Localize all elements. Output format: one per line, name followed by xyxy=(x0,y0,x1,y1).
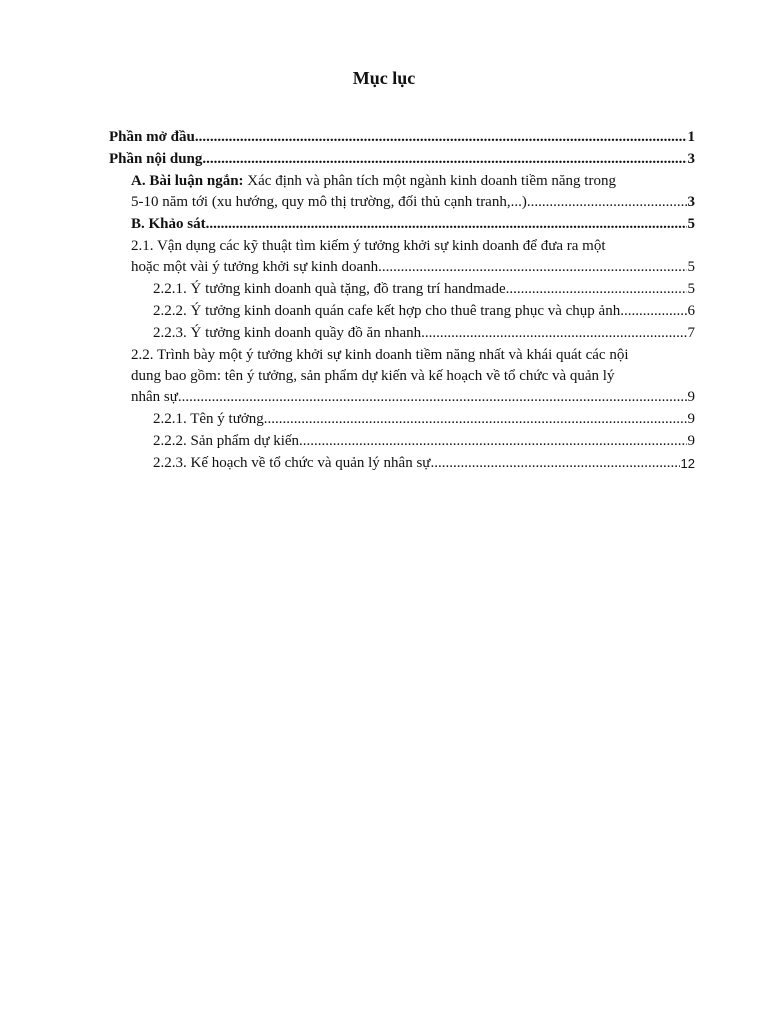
toc-entry-text: Phần mở đầu xyxy=(109,129,195,145)
toc-entry-text: 2.2.3. Ý tưởng kinh doanh quầy đồ ăn nhanh xyxy=(153,325,422,341)
toc-entry-introduction[interactable] xyxy=(109,127,695,148)
toc-entry-text-line3: nhân sự xyxy=(131,389,178,405)
toc-entry-text: 2.2.2. Sản phẩm dự kiến xyxy=(153,433,300,449)
toc-leader-dots xyxy=(506,279,687,300)
toc-page-number: 3 xyxy=(687,151,695,167)
toc-entry-text-line2: 5-10 năm tới (xu hướng, quy mô thị trường, đối thủ cạnh tranh,...) xyxy=(131,194,527,210)
toc-page-number: 12 xyxy=(680,456,695,471)
toc-entry-text: B. Khảo sát xyxy=(131,216,206,232)
toc-page-number: 5 xyxy=(687,259,695,275)
toc-page-number: 9 xyxy=(687,389,695,405)
toc-leader-dots xyxy=(430,453,679,474)
toc-page-number: 7 xyxy=(687,325,695,341)
toc-entry-2-2-1-handmade[interactable] xyxy=(109,279,695,300)
toc-entry-2-2-3-fastfood[interactable] xyxy=(109,323,695,344)
toc-entry-short-essay[interactable] xyxy=(109,171,695,213)
toc-entry-text-line1: 2.2. Trình bày một ý tưởng khởi sự kinh doanh tiềm năng nhất và khái quát các nội xyxy=(131,347,629,363)
toc-entry-text: 2.2.1. Ý tưởng kinh doanh quà tặng, đồ trang trí handmade xyxy=(153,281,506,297)
toc-leader-dots xyxy=(299,431,686,452)
toc-page-number: 1 xyxy=(687,129,695,145)
toc-title: Mục lục xyxy=(352,68,416,88)
toc-leader-dots xyxy=(421,323,686,344)
toc-entry-2-2-2-products[interactable] xyxy=(109,431,695,452)
toc-entry-text-line1: Xác định và phân tích một ngành kinh doanh tiềm năng trong xyxy=(243,173,616,189)
toc-entry-text-line2: hoặc một vài ý tưởng khởi sự kinh doanh xyxy=(131,259,379,275)
toc-entry-2-2-1-idea-name[interactable] xyxy=(109,409,695,430)
toc-entry-text-line1: 2.1. Vận dụng các kỹ thuật tìm kiếm ý tưởng khởi sự kinh doanh để đưa ra một xyxy=(131,238,606,254)
toc-leader-dots xyxy=(378,257,686,278)
toc-leader-dots xyxy=(527,192,687,213)
toc-entry-bold-label: A. Bài luận ngắn: xyxy=(131,173,244,189)
toc-leader-dots xyxy=(195,127,687,148)
toc-entry-text: 2.2.3. Kế hoạch về tổ chức và quản lý nhân sự xyxy=(153,455,431,471)
toc-entry-text: 2.2.1. Tên ý tưởng xyxy=(153,411,264,427)
toc-page-number: 6 xyxy=(687,303,695,319)
toc-page-number: 9 xyxy=(687,433,695,449)
toc-entry-main-content[interactable] xyxy=(109,149,695,170)
toc-page-number: 5 xyxy=(687,216,695,232)
toc-entry-text: Phần nội dung xyxy=(109,151,203,167)
toc-leader-dots xyxy=(264,409,687,430)
table-of-contents xyxy=(109,127,695,475)
toc-entry-2-2-3-hr-plan[interactable] xyxy=(109,453,695,474)
toc-page-number: 5 xyxy=(687,281,695,297)
toc-entry-text-line2: dung bao gồm: tên ý tưởng, sản phẩm dự kiến và kế hoạch về tổ chức và quản lý xyxy=(131,368,615,384)
toc-entry-text: 2.2.2. Ý tưởng kinh doanh quán cafe kết hợp cho thuê trang phục và chụp ảnh xyxy=(153,303,621,319)
toc-leader-dots xyxy=(620,301,686,322)
toc-page-number: 3 xyxy=(687,194,695,210)
toc-leader-dots xyxy=(178,387,687,408)
toc-entry-2-1[interactable] xyxy=(109,236,695,278)
toc-leader-dots xyxy=(202,149,686,170)
toc-entry-2-2-2-cafe[interactable] xyxy=(109,301,695,322)
toc-entry-2-2[interactable] xyxy=(109,345,695,408)
toc-page-number: 9 xyxy=(687,411,695,427)
toc-entry-survey[interactable] xyxy=(109,214,695,235)
toc-leader-dots xyxy=(206,214,687,235)
